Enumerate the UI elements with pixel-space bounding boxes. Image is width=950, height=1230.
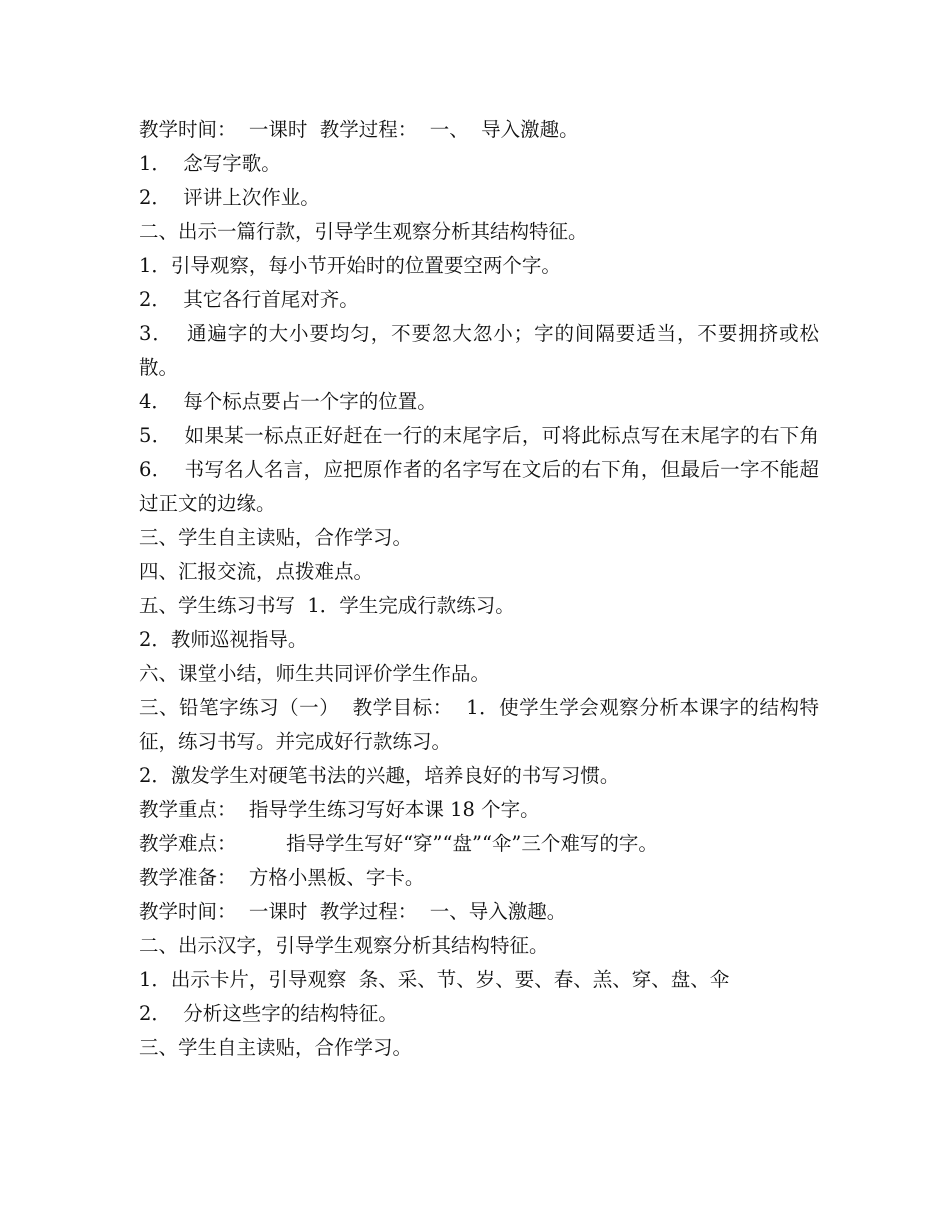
text-line: 教学时间： 一课时 教学过程： 一、 导入激趣。 [139,118,579,141]
text-line: 三、铅笔字练习（一） 教学目标： 1．使学生学会观察分析本课字的结构特征，练习书写。并完成好行款练习。 [139,696,819,753]
document-body [139,113,832,1065]
text-line: 5． 如果某一标点正好赶在一行的末尾字后，可将此标点写在末尾字的右下角 6． 书写名人名言，应把原作者的名字写在文后的右下角，但最后一字不能超过正文的边缘。 [139,424,832,515]
text-line: 六、课堂小结，师生共同评价学生作品。 [139,662,491,685]
text-line: 三、学生自主读贴，合作学习。 [139,1036,413,1059]
text-line: 1．引导观察，每小节开始时的位置要空两个字。 [139,254,561,277]
text-line: 2． 分析这些字的结构特征。 [139,1002,398,1025]
text-line: 四、汇报交流，点拨难点。 [139,560,374,583]
text-line: 二、出示一篇行款，引导学生观察分析其结构特征。 [139,220,588,243]
text-line: 1． 念写字歌。 [139,152,281,175]
text-line: 三、学生自主读贴，合作学习。 [139,526,413,549]
text-line: 2． 评讲上次作业。 [139,186,320,209]
text-line: 教学难点： 指导学生写好“穿”“盘”“伞”三个难写的字。 [139,832,658,855]
text-line: 二、出示汉字，引导学生观察分析其结构特征。 [139,934,549,957]
text-line: 1．出示卡片，引导观察 条、采、节、岁、要、春、羔、穿、盘、伞 [139,968,730,991]
text-line: 3． 通遍字的大小要均匀，不要忽大忽小；字的间隔要适当，不要拥挤或松散。 [139,322,819,379]
text-line: 2． 其它各行首尾对齐。 [139,288,359,311]
text-line: 教学准备： 方格小黑板、字卡。 [139,866,425,889]
text-line: 4． 每个标点要占一个字的位置。 [139,390,437,413]
text-line: 教学时间： 一课时 教学过程： 一、导入激趣。 [139,900,567,923]
text-line: 五、学生练习书写 1．学生完成行款练习。 [139,594,515,617]
text-line: 2．教师巡视指导。 [139,628,308,651]
text-line: 2．激发学生对硬笔书法的兴趣，培养良好的书写习惯。 [139,764,620,787]
text-line: 教学重点： 指导学生练习写好本课 18 个字。 [139,798,540,821]
